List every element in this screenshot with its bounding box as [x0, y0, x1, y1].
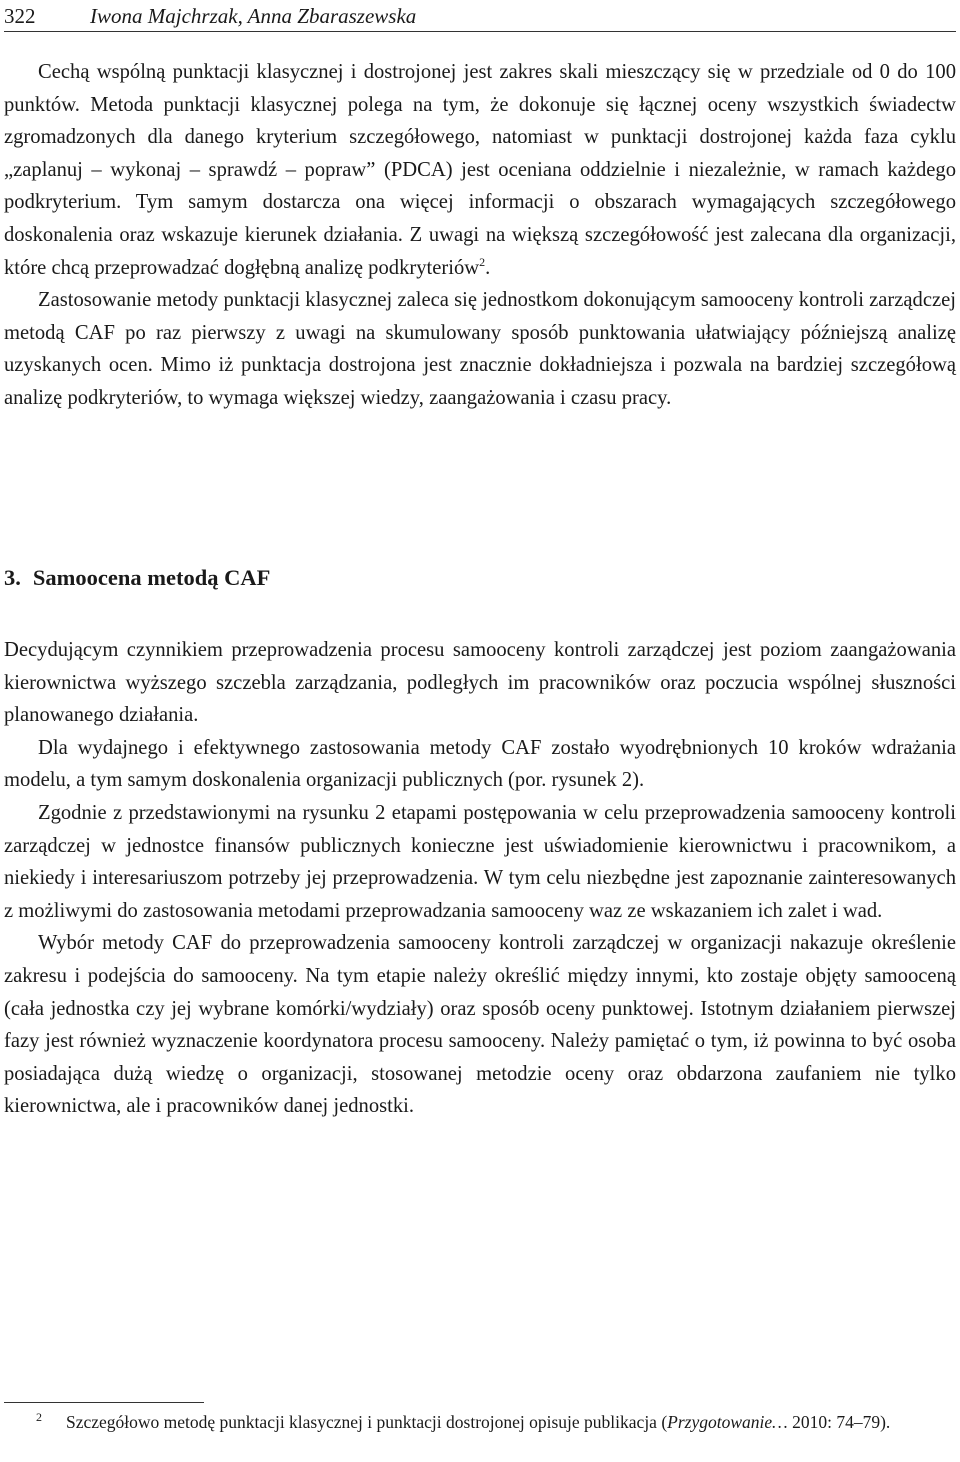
section-heading — [4, 562, 270, 594]
paragraph: Zastosowanie metody punktacji klasycznej zaleca się jednostkom dokonującym samooceny kontroli zarządczej metodą CAF po raz pierwszy z uwagi na skumulowany sposób punktowania ułatwiający późniejszą analizę uzyskanych ocen. Mimo iż punktacja dostrojona jest znacznie dokładniejsza i pozwala na bardziej szczegółową analizę podkryteriów, to wymaga większej wiedzy, zaangażowania i czasu pracy. — [4, 289, 956, 409]
paragraph: Wybór metody CAF do przeprowadzenia samooceny kontroli zarządczej w organizacji nakazuje określenie zakresu i podejścia do samooceny. Na tym etapie należy określić między innymi, kto zostaje objęty samooceną (cała jednostka czy jej wybrane komórki/wydziały) oraz sposób oceny punktowej. Istotnym działaniem pierwszej fazy jest również wyznaczenie koordynatora procesu samooceny. Należy pamiętać o tym, iż powinna to być osoba posiadająca dużą wiedzę o organizacji, stosowanej metodzie oceny oraz obdarzona zaufaniem nie tylko kierownictwa, ale i pracowników danej jednostki. — [4, 932, 956, 1118]
footnote-reference[interactable]: 2 — [479, 254, 486, 269]
paragraph: Cechą wspólną punktacji klasycznej i dostrojonej jest zakres skali mieszczący się w przedziale od 0 do 100 punktów. Metoda punktacji klasycznej polega na tym, że dokonuje się łącznej oceny wszystkich świadectw zgromadzonych dla danego kryterium szczegółowego, natomiast w punktacji dostrojonej każda faza cyklu „zaplanuj – wykonaj – sprawdź – popraw” (PDCA) jest oceniana oddzielnie i niezależnie, w ramach każdego podkryterium. Tym samym dostarcza ona więcej informacji o obszarach wymagających szczegółowego doskonalenia oraz wskazuje kierunek działania. Z uwagi na większą szczegółowość jest zalecana dla organizacji, które chcą przeprowadzać dogłębną analizę podkryteriów$^2$. — [4, 61, 956, 279]
running-header-authors: Iwona Majchrzak, Anna Zbaraszewska — [90, 4, 417, 28]
footnote-cited-title: Przygotowanie… — [667, 1412, 788, 1432]
paragraph: Zgodnie z przedstawionymi na rysunku 2 etapami postępowania w celu przeprowadzenia samooceny kontroli zarządczej w jednostce finansów publicznych konieczne jest uświadomienie kierownictwu i pracownikom, a niekiedy i interesariuszom potrzeby jej przeprowadzenia. W tym celu niezbędne jest zapoznanie zainteresowanych z możliwymi do zastosowania metodami przeprowadzania samooceny waz ze wskazaniem ich zalet i wad. — [4, 801, 956, 922]
body-text-block-1 — [4, 56, 956, 415]
footnote: 2 Szczegółowo metodę punktacji klasycznej i punktacji dostrojonej opisuje publikacja (Przygotowanie… 2010: 74–79). — [36, 1410, 891, 1432]
page-number: 322 — [4, 4, 36, 28]
running-header — [4, 3, 956, 32]
paragraph: Decydującym czynnikiem przeprowadzenia procesu samooceny kontroli zarządczej jest poziom zaangażowania kierownictwa wyższego szczebla zarządzania, podległych im pracowników oraz poczucia wspólnej słuszności planowanego działania. — [4, 639, 956, 727]
paragraph: Dla wydajnego i efektywnego zastosowania metody CAF zostało wyodrębnionych 10 kroków wdrażania modelu, a tym samym doskonalenia organizacji publicznych (por. rysunek 2). — [4, 736, 956, 792]
section-title: Samoocena metodą CAF — [32, 565, 271, 590]
section-number: 3. — [4, 565, 21, 590]
body-text-block-2 — [4, 634, 956, 1123]
footnote-separator — [4, 1402, 204, 1403]
